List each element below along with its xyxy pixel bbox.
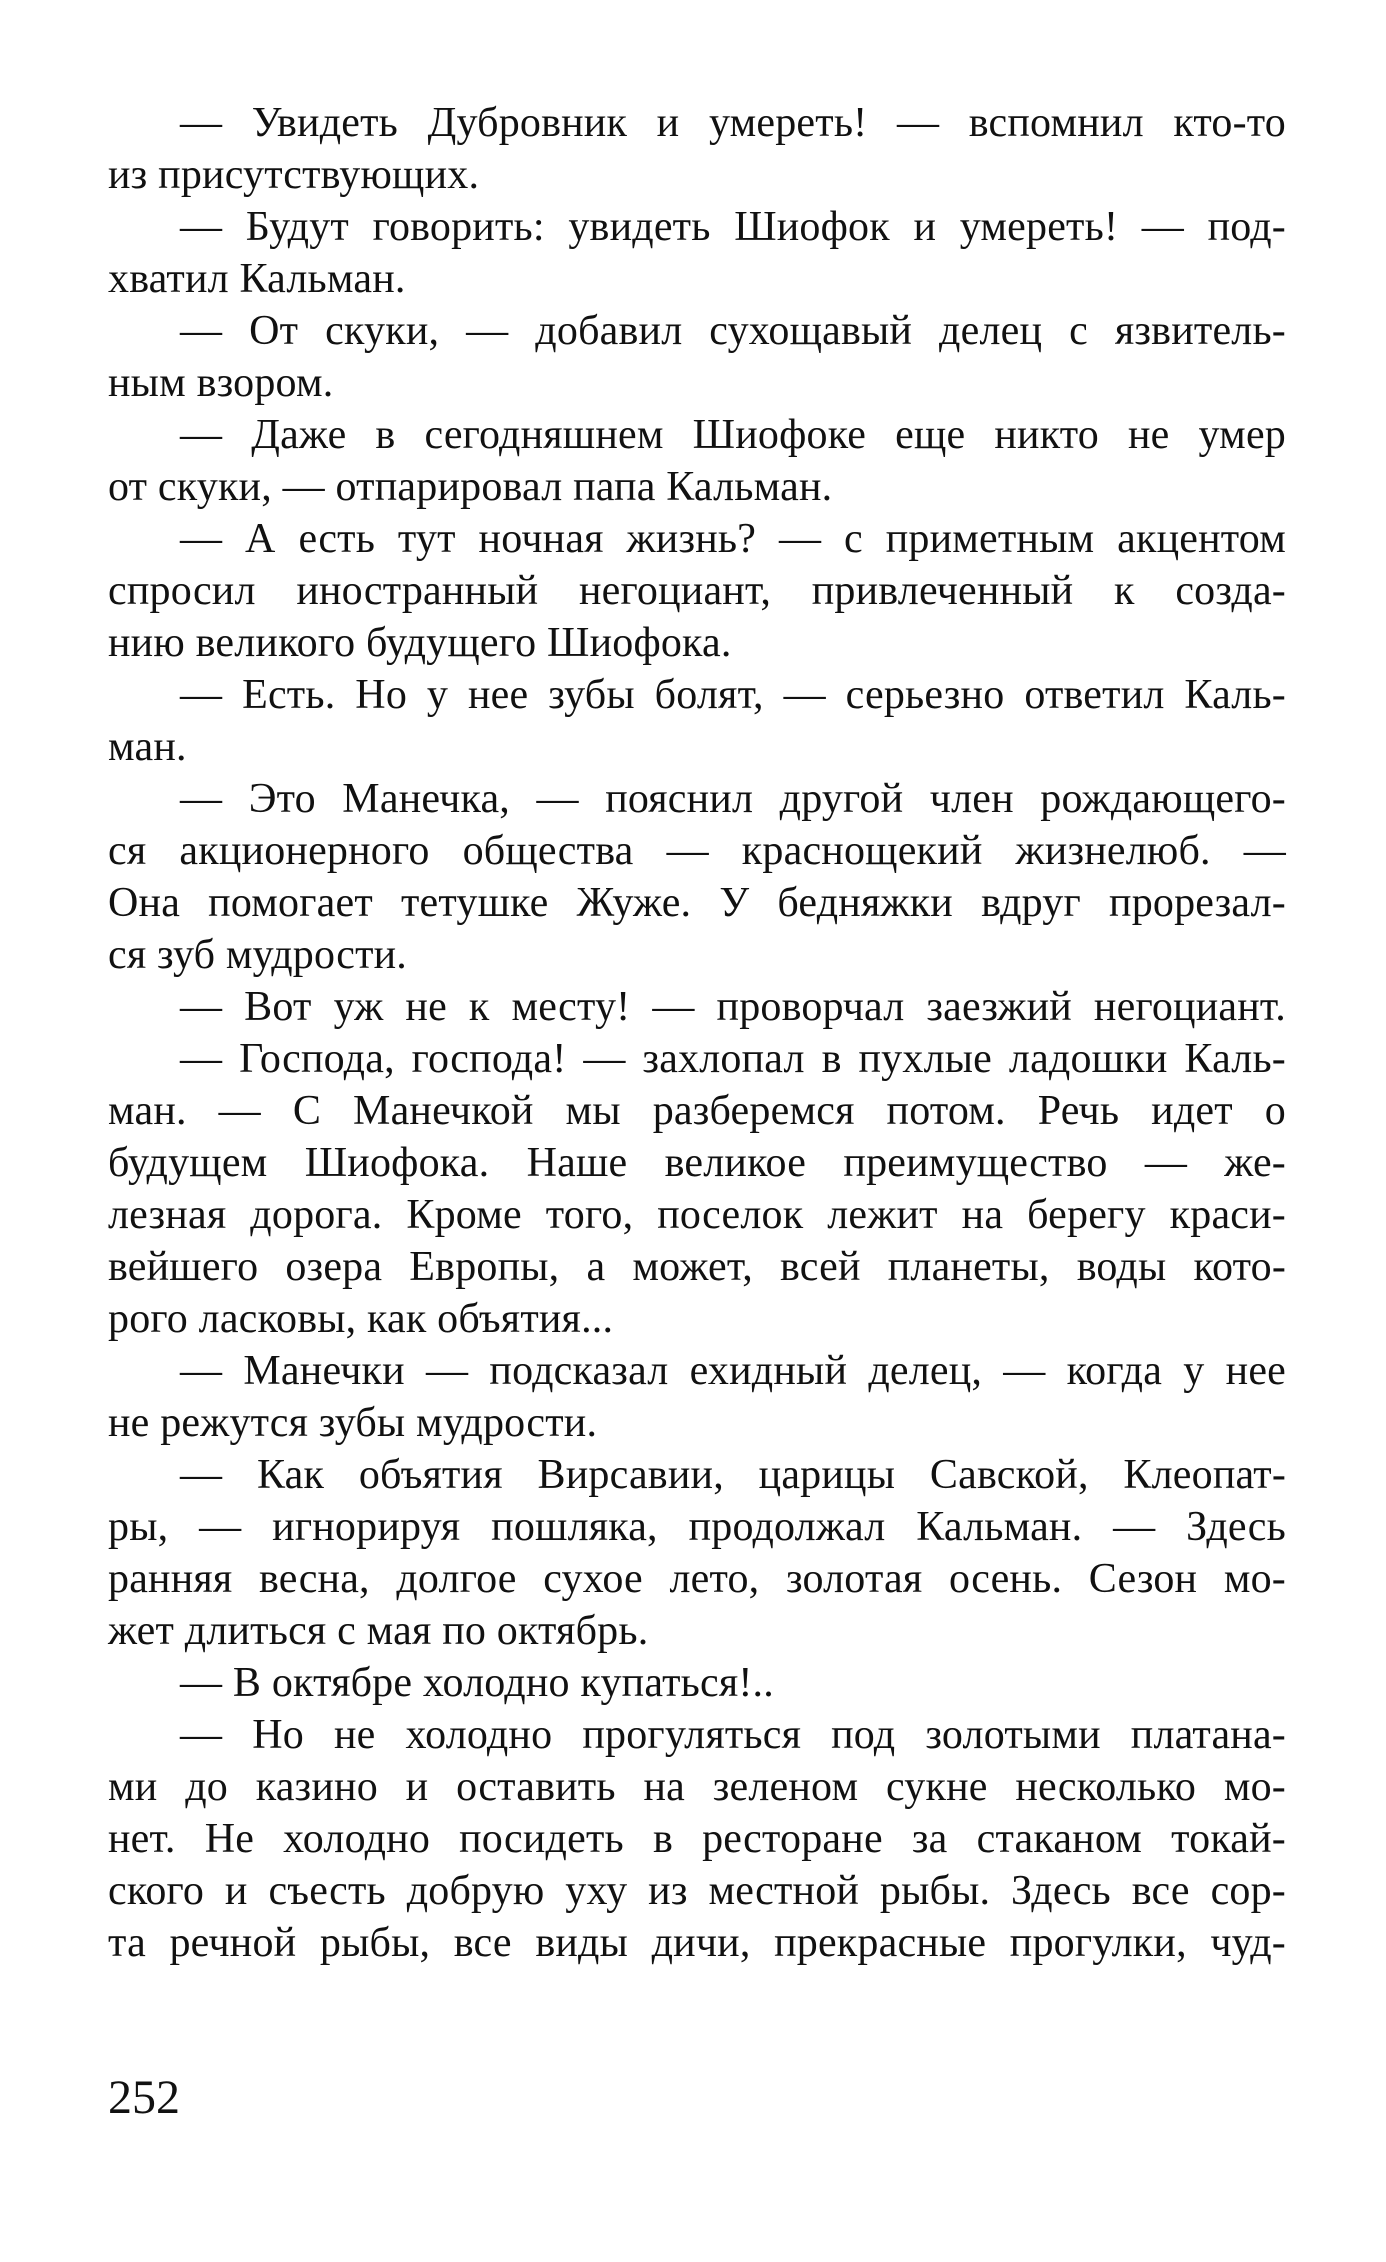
page-number: 252 (108, 2071, 180, 2124)
text-line: — Вот уж не к месту! — проворчал заезжий негоциант. (180, 984, 1286, 1030)
text-line: ми до казино и оставить на зеленом сукне несколько мо- (108, 1764, 1286, 1810)
text-line: Она помогает тетушке Жуже. У бедняжки вдруг прорезал- (108, 880, 1286, 926)
text-line: — Даже в сегодняшнем Шиофоке еще никто не умер (180, 412, 1286, 458)
text-line: хватил Кальман. (108, 256, 406, 302)
text-line: — А есть тут ночная жизнь? — с приметным акцентом (180, 516, 1286, 562)
text-line: ным взором. (108, 360, 334, 406)
text-line: ся акционерного общества — краснощекий жизнелюб. — (108, 828, 1286, 874)
text-line: ранняя весна, долгое сухое лето, золотая осень. Сезон мо- (108, 1556, 1286, 1602)
text-line: рого ласковы, как объятия... (108, 1296, 614, 1342)
text-line: жет длиться с мая по октябрь. (108, 1608, 649, 1654)
text-line: — От скуки, — добавил сухощавый делец с язвитель- (180, 308, 1286, 354)
text-line: нию великого будущего Шиофока. (108, 620, 732, 666)
text-line: ман. — С Манечкой мы разберемся потом. Речь идет о (108, 1088, 1286, 1134)
text-line: вейшего озера Европы, а может, всей планеты, воды кото- (108, 1244, 1286, 1290)
text-line: от скуки, — отпарировал папа Кальман. (108, 464, 833, 510)
text-line: — Это Манечка, — пояснил другой член рождающего- (180, 776, 1286, 822)
text-line: ского и съесть добрую уху из местной рыбы. Здесь все сор- (108, 1868, 1286, 1914)
text-line: — Есть. Но у нее зубы болят, — серьезно ответил Каль- (180, 672, 1286, 718)
text-line: — Увидеть Дубровник и умереть! — вспомнил кто-то (180, 100, 1286, 146)
text-line: — Господа, господа! — захлопал в пухлые ладошки Каль- (180, 1036, 1286, 1082)
text-line: — Манечки — подсказал ехидный делец, — когда у нее (180, 1348, 1286, 1394)
text-line: — В октябре холодно купаться!.. (180, 1660, 774, 1706)
text-line: ры, — игнорируя пошляка, продолжал Кальман. — Здесь (108, 1504, 1286, 1550)
text-line: та речной рыбы, все виды дичи, прекрасные прогулки, чуд- (108, 1920, 1286, 1966)
text-line: — Будут говорить: увидеть Шиофок и умереть! — под- (180, 204, 1286, 250)
text-line: нет. Не холодно посидеть в ресторане за стаканом токай- (108, 1816, 1286, 1862)
text-line: ман. (108, 724, 187, 770)
text-line: — Но не холодно прогуляться под золотыми платана- (180, 1712, 1286, 1758)
text-line: — Как объятия Вирсавии, царицы Савской, Клеопат- (180, 1452, 1286, 1498)
text-line: лезная дорога. Кроме того, поселок лежит на берегу краси- (108, 1192, 1286, 1238)
text-line: из присутствующих. (108, 152, 480, 198)
text-line: не режутся зубы мудрости. (108, 1400, 598, 1446)
text-line: спросил иностранный негоциант, привлеченный к созда- (108, 568, 1286, 614)
text-line: будущем Шиофока. Наше великое преимущество — же- (108, 1140, 1286, 1186)
text-line: ся зуб мудрости. (108, 932, 408, 978)
